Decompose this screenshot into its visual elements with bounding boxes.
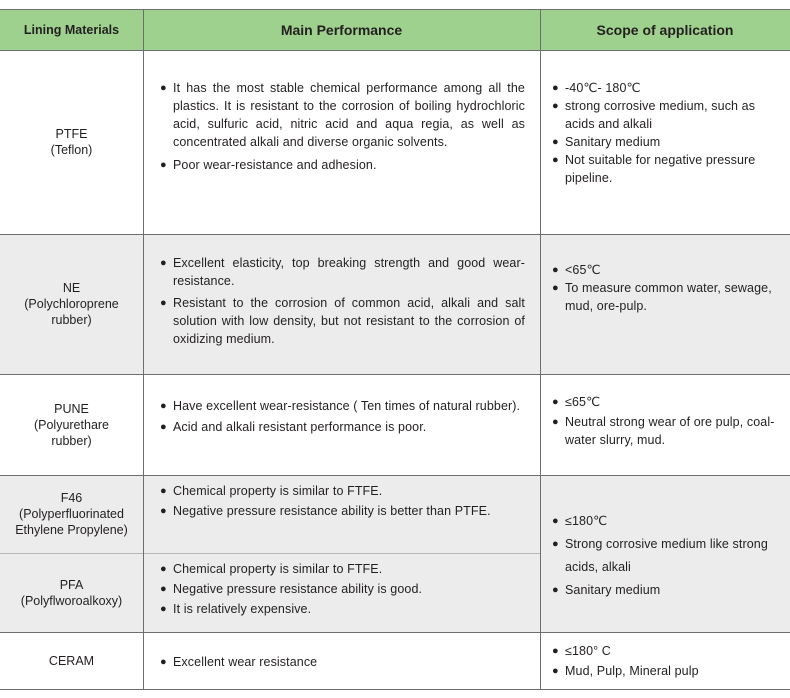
- material-name: NE: [62, 281, 81, 295]
- list-item-text: It has the most stable chemical performance among all the plastics. It is resistant to the corrosion of boiling hydrochloric acid, sulfuric acid, nitric acid and aqua regia, as well as concentrated alkali and diverse organic solvents.: [173, 81, 525, 149]
- material-alias: (Teflon): [50, 143, 93, 157]
- list-item-text: Poor wear-resistance and adhesion.: [173, 158, 377, 172]
- list-item-text: Sanitary medium: [565, 583, 661, 597]
- list-item: [160, 502, 525, 520]
- performance-ptfe: [160, 79, 525, 174]
- bullet-icon: ●: [160, 656, 167, 668]
- rule-col: [540, 9, 541, 690]
- performance-f46: [160, 482, 525, 520]
- list-item: [552, 393, 788, 411]
- header-lining-materials: Lining Materials: [0, 10, 143, 50]
- rule-row: [0, 632, 790, 633]
- bullet-icon: ●: [160, 505, 167, 517]
- list-item-text: It is relatively expensive.: [173, 602, 312, 616]
- list-item: [160, 600, 525, 618]
- bullet-icon: ●: [552, 416, 559, 428]
- bullet-icon: ●: [160, 82, 167, 94]
- list-item-text: ≤65℃: [565, 395, 601, 409]
- bullet-icon: ●: [552, 665, 559, 677]
- bullet-icon: ●: [160, 583, 167, 595]
- list-item-text: Sanitary medium: [565, 135, 661, 149]
- material-alias: rubber): [51, 433, 92, 448]
- list-item: [552, 151, 788, 187]
- rule-subrow: [0, 553, 540, 554]
- list-item: [160, 156, 525, 174]
- material-ne: [0, 234, 143, 374]
- list-item-text: Have excellent wear-resistance ( Ten times of natural rubber).: [173, 399, 521, 413]
- bullet-icon: ●: [552, 100, 559, 112]
- bullet-icon: ●: [552, 82, 559, 94]
- bullet-icon: ●: [160, 485, 167, 497]
- bullet-icon: ●: [552, 136, 559, 148]
- bullet-icon: ●: [552, 538, 559, 550]
- material-alias: (Polyflworoalkoxy): [20, 593, 123, 608]
- list-item: [160, 580, 525, 598]
- header-main-performance: Main Performance: [143, 10, 540, 50]
- list-item: [160, 418, 525, 436]
- performance-ne: [160, 254, 525, 348]
- scope-pune: [552, 393, 788, 449]
- list-item: [552, 662, 788, 680]
- bullet-icon: ●: [552, 264, 559, 276]
- header-scope-of-application: Scope of application: [540, 10, 790, 50]
- material-alias: Ethylene Propylene): [15, 523, 128, 537]
- scope-f46-pfa: [552, 510, 782, 602]
- bullet-icon: ●: [552, 515, 559, 527]
- list-item: [552, 279, 788, 315]
- rule-col: [143, 9, 144, 690]
- scope-ptfe: [552, 79, 788, 187]
- list-item: [552, 413, 788, 449]
- bullet-icon: ●: [160, 421, 167, 433]
- list-item-text: ≤180℃: [565, 514, 608, 528]
- material-alias: (Polyperfluorinated: [19, 507, 124, 521]
- material-name: PTFE: [55, 127, 88, 141]
- list-item: [160, 653, 525, 671]
- list-item: [552, 133, 788, 151]
- bullet-icon: ●: [160, 257, 167, 269]
- list-item-text: Not suitable for negative pressure pipeline.: [565, 153, 756, 185]
- performance-pune: [160, 397, 525, 436]
- material-name: CERAM: [48, 654, 95, 668]
- scope-ne: [552, 261, 788, 315]
- bullet-icon: ●: [160, 563, 167, 575]
- material-pfa: [0, 553, 143, 632]
- list-item-text: Chemical property is similar to FTFE.: [173, 562, 383, 576]
- bullet-icon: ●: [160, 603, 167, 615]
- list-item-text: ≤180° C: [565, 644, 611, 658]
- list-item-text: Mud, Pulp, Mineral pulp: [565, 664, 699, 678]
- list-item: [160, 397, 525, 415]
- list-item: [552, 642, 788, 660]
- list-item: [552, 79, 788, 97]
- rule-row: [0, 475, 790, 476]
- rule-row: [0, 234, 790, 235]
- material-ptfe: [0, 50, 143, 234]
- material-name: PFA: [59, 577, 84, 592]
- list-item: [552, 97, 788, 133]
- list-item-text: Chemical property is similar to FTFE.: [173, 484, 383, 498]
- bullet-icon: ●: [160, 400, 167, 412]
- list-item-text: Excellent elasticity, top breaking strength and good wear-resistance.: [173, 256, 525, 288]
- list-item-text: Resistant to the corrosion of common acid, alkali and salt solution with low density, but not resistant to the corrosion of oxidizing medium.: [173, 296, 525, 346]
- list-item-text: Excellent wear resistance: [173, 655, 318, 669]
- rule-row: [0, 374, 790, 375]
- material-f46: [0, 475, 143, 553]
- scope-ceram: [552, 642, 788, 680]
- material-ceram: [0, 632, 143, 690]
- list-item-text: To measure common water, sewage, mud, ore-pulp.: [565, 281, 772, 313]
- list-item-text: Negative pressure resistance ability is better than PTFE.: [173, 504, 491, 518]
- bullet-icon: ●: [160, 297, 167, 309]
- material-name: PUNE: [54, 401, 89, 416]
- bullet-icon: ●: [552, 396, 559, 408]
- performance-pfa: [160, 560, 525, 618]
- list-item: [160, 560, 525, 578]
- list-item-text: Neutral strong wear of ore pulp, coal-water slurry, mud.: [565, 415, 775, 447]
- list-item-text: Strong corrosive medium like strong acids, alkali: [565, 537, 768, 574]
- material-alias: (Polyurethare: [33, 417, 110, 432]
- rule-header: [0, 50, 790, 51]
- bullet-icon: ●: [552, 282, 559, 294]
- list-item-text: Negative pressure resistance ability is good.: [173, 582, 423, 596]
- material-alias: (Polychloroprene: [24, 297, 119, 311]
- performance-ceram: [160, 653, 525, 671]
- material-alias: rubber): [51, 313, 92, 327]
- bullet-icon: ●: [552, 645, 559, 657]
- list-item: [552, 261, 788, 279]
- list-item-text: <65℃: [565, 263, 601, 277]
- list-item: [552, 510, 782, 533]
- list-item: [552, 533, 782, 579]
- list-item-text: -40℃- 180℃: [565, 81, 641, 95]
- bullet-icon: ●: [552, 584, 559, 596]
- bullet-icon: ●: [552, 154, 559, 166]
- list-item: [160, 254, 525, 290]
- list-item: [160, 79, 525, 151]
- list-item: [160, 294, 525, 348]
- list-item-text: Acid and alkali resistant performance is poor.: [173, 420, 427, 434]
- list-item: [552, 579, 782, 602]
- list-item: [160, 482, 525, 500]
- bullet-icon: ●: [160, 159, 167, 171]
- material-pune: [0, 374, 143, 475]
- list-item-text: strong corrosive medium, such as acids and alkali: [565, 99, 756, 131]
- material-name: F46: [60, 491, 83, 505]
- rule-bottom: [0, 689, 790, 690]
- rule-top: [0, 9, 790, 10]
